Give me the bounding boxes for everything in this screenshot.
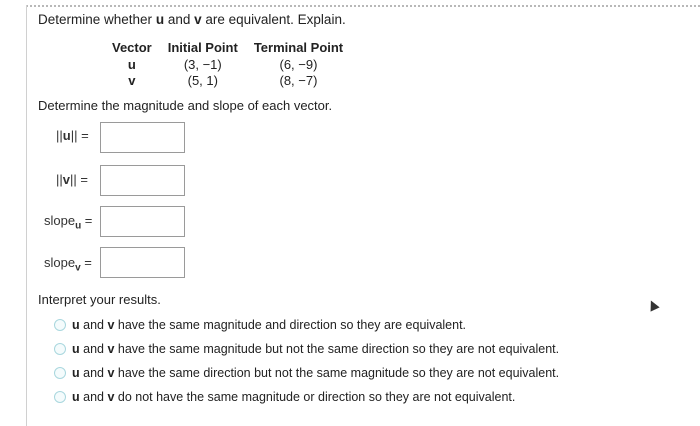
slope-v-subscript: v bbox=[75, 262, 81, 274]
option-u: u bbox=[72, 318, 80, 332]
mouse-cursor-icon bbox=[646, 298, 659, 311]
top-border bbox=[26, 5, 700, 7]
norm-open: || bbox=[56, 128, 63, 143]
option-3-text bbox=[72, 366, 559, 380]
option-rest: do not have the same magnitude or direction so they are not equivalent. bbox=[114, 390, 516, 404]
radio-button[interactable] bbox=[54, 343, 66, 355]
row-vector-name bbox=[104, 56, 160, 72]
vector-table bbox=[104, 38, 351, 88]
question-text bbox=[38, 12, 346, 27]
option-v: v bbox=[107, 366, 115, 380]
radio-button[interactable] bbox=[54, 391, 66, 403]
magnitude-prompt: Determine the magnitude and slope of each vector. bbox=[38, 98, 333, 113]
option-rest: have the same magnitude and direction so they are equivalent. bbox=[114, 318, 467, 332]
option-u: u bbox=[72, 366, 80, 380]
vector-u-label: u bbox=[127, 56, 136, 72]
slope-u-input[interactable] bbox=[100, 206, 185, 237]
option-rest: have the same direction but not the same magnitude so they are not equivalent. bbox=[114, 366, 560, 380]
interpret-prompt: Interpret your results. bbox=[38, 292, 161, 307]
option-and: and bbox=[79, 390, 108, 404]
option-rest: have the same magnitude but not the same direction so they are not equivalent. bbox=[114, 342, 560, 356]
slope-word: slope bbox=[44, 255, 76, 270]
option-v: v bbox=[107, 390, 115, 404]
question-suffix: are equivalent. Explain. bbox=[201, 12, 346, 27]
header-initial-point: Initial Point bbox=[167, 39, 238, 55]
norm-u-symbol: u bbox=[62, 128, 71, 143]
table-row bbox=[104, 72, 351, 88]
slope-equals: = bbox=[80, 255, 92, 270]
slope-equals: = bbox=[81, 213, 93, 228]
option-2[interactable] bbox=[54, 342, 559, 356]
question-v: v bbox=[194, 12, 202, 27]
slope-u-label bbox=[44, 213, 92, 232]
radio-button[interactable] bbox=[54, 319, 66, 331]
norm-close: || = bbox=[70, 128, 89, 143]
option-and: and bbox=[79, 342, 108, 356]
option-u: u bbox=[72, 390, 80, 404]
vector-v-label: v bbox=[128, 72, 136, 88]
vector-table-header bbox=[104, 38, 351, 56]
option-1[interactable] bbox=[54, 318, 466, 332]
option-and: and bbox=[79, 366, 108, 380]
row-terminal: (8, −7) bbox=[279, 72, 318, 88]
option-2-text bbox=[72, 342, 559, 356]
magnitude-u-label bbox=[56, 128, 89, 143]
left-border bbox=[26, 5, 27, 426]
option-4-text bbox=[72, 390, 515, 404]
question-prefix: Determine whether bbox=[38, 12, 156, 27]
question-u: u bbox=[155, 12, 165, 27]
magnitude-v-label bbox=[56, 172, 88, 187]
magnitude-u-input[interactable] bbox=[100, 122, 185, 153]
option-1-text bbox=[72, 318, 466, 332]
slope-word: slope bbox=[44, 213, 76, 228]
header-terminal-point: Terminal Point bbox=[253, 39, 344, 55]
radio-button[interactable] bbox=[54, 367, 66, 379]
slope-u-subscript: u bbox=[75, 220, 82, 232]
option-4[interactable] bbox=[54, 390, 515, 404]
slope-v-label bbox=[44, 255, 92, 274]
option-3[interactable] bbox=[54, 366, 559, 380]
norm-close: || = bbox=[70, 172, 88, 187]
norm-open: || bbox=[56, 172, 63, 187]
table-row bbox=[104, 56, 351, 72]
magnitude-v-input[interactable] bbox=[100, 165, 185, 196]
slope-v-input[interactable] bbox=[100, 247, 185, 278]
option-and: and bbox=[79, 318, 108, 332]
norm-v-symbol: v bbox=[62, 172, 70, 187]
row-initial: (5, 1) bbox=[187, 72, 218, 88]
option-u: u bbox=[72, 342, 80, 356]
option-v: v bbox=[107, 342, 115, 356]
row-vector-name bbox=[104, 72, 160, 88]
row-initial: (3, −1) bbox=[183, 56, 222, 72]
header-vector: Vector bbox=[112, 39, 152, 55]
option-v: v bbox=[107, 318, 115, 332]
row-terminal: (6, −9) bbox=[279, 56, 318, 72]
question-and: and bbox=[164, 12, 195, 27]
